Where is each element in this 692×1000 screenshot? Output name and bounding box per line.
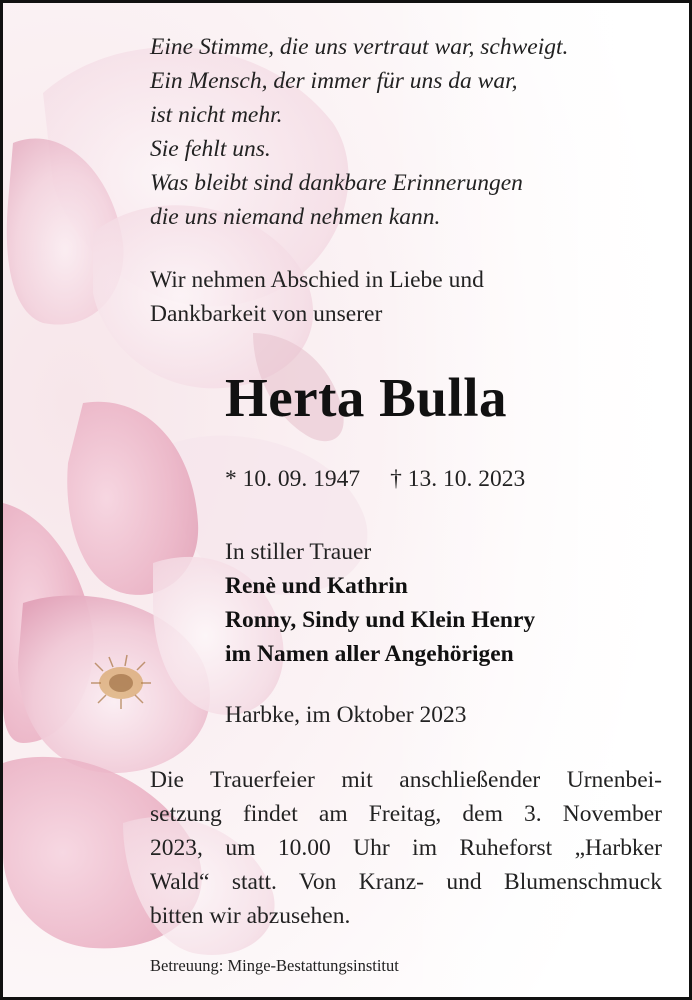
deceased-name: Herta Bulla: [225, 367, 508, 428]
poem-line: die uns niemand nehmen kann.: [150, 204, 441, 230]
mourner-line: Renè und Kathrin: [225, 573, 408, 599]
place-and-date: Harbke, im Oktober 2023: [225, 702, 467, 728]
poem-line: Eine Stimme, die uns vertraut war, schweigt.: [150, 34, 569, 60]
ceremony-line: bitten wir abzusehen.: [150, 903, 351, 929]
mourner-line: Ronny, Sindy und Klein Henry: [225, 607, 536, 633]
death-date: † 13. 10. 2023: [390, 466, 526, 492]
memorial-poem: [150, 30, 670, 234]
poem-line: ist nicht mehr.: [150, 102, 283, 128]
intro-line: Dankbarkeit von unserer: [150, 301, 383, 327]
ceremony-line: setzung findet am Freitag, dem 3. November: [150, 801, 662, 827]
poem-line: Sie fehlt uns.: [150, 136, 271, 162]
mourners-block: [225, 535, 665, 671]
poem-line: Ein Mensch, der immer für uns da war,: [150, 68, 518, 94]
ceremony-line: Wald“ statt. Von Kranz- und Blumenschmuck: [150, 869, 662, 895]
mourner-line: im Namen aller Angehörigen: [225, 641, 514, 667]
mourning-intro: In stiller Trauer: [225, 539, 372, 565]
ceremony-details: [150, 763, 662, 933]
farewell-intro: [150, 263, 670, 331]
funeral-home-credit: Betreuung: Minge-Bestattungsinstitut: [150, 956, 399, 975]
poem-line: Was bleibt sind dankbare Erinnerungen: [150, 170, 523, 196]
intro-line: Wir nehmen Abschied in Liebe und: [150, 267, 484, 293]
notice-content: [3, 3, 692, 1000]
birth-date: * 10. 09. 1947: [225, 466, 361, 492]
life-dates: [225, 464, 645, 494]
ceremony-line: Die Trauerfeier mit anschließender Urnenbei-: [150, 767, 662, 793]
ceremony-line: 2023, um 10.00 Uhr im Ruheforst „Harbker: [150, 835, 662, 861]
